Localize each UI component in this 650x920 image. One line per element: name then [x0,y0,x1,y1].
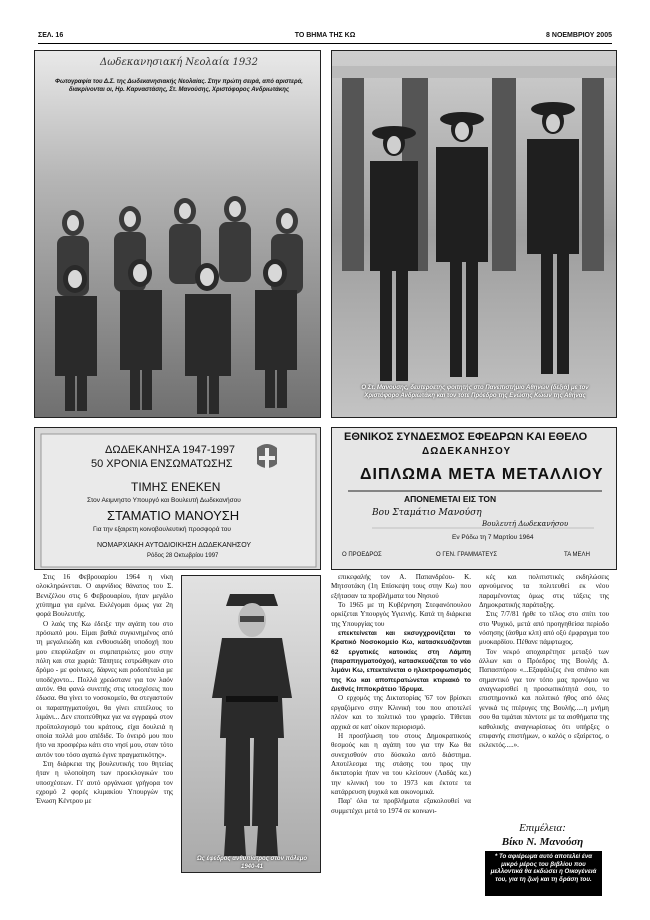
diploma-name: Βου Σταμάτιο Μανούση [372,508,482,518]
issue-date: 8 ΝΟΕΜΒΡΙΟΥ 2005 [546,32,612,39]
col3-paragraph: Το 1965 με τη Κυβέρνηση Στεφανόπουλου ορκίζεται Υπουργός Υγιεινής. Κατά τη διάρκεια της Υπουργίας του [331,601,471,628]
col3-paragraph: Παρ' όλα τα προβλήματα εξακολουθεί να συμμετέχει μετά το 1974 σε κοινωνι- [331,797,471,815]
plaque-line-2: 50 ΧΡΟΝΙΑ ΕΝΣΩΜΑΤΩΣΗΣ [91,458,233,470]
col3-bold-text: επεκτείνεται και εκσυγχρονίζεται το Κρατικό Νοσοκομείο Κω, κατασκευάζονται 62 εργατικές κατοικίες στη Λάμπη (παραπηγματούχοι), κατασκευάζεται το νέο λιμάνι Κω, επεκτείνεται ο ηλεκτροφωτισμός της Κω και αποπερατώνεται κτιριακό το Διεθνές Ιπποκράτειο Ίδρυμα. [331,630,471,694]
soldier-photo-caption: Ως έφεδρος ανθυπίατρος στον πόλεμο 1940-41 [196,856,308,870]
group-photo-caption: Φωτογραφία του Δ.Σ. της Δωδεκανησιακής Νεολαίας. Στην πρώτη σειρά, από αριστερά, διακρίνονται οι, Ηρ. Καρναστάσης, Στ. Μανούσης, Χριστόφορος Ανδριωτάκης [55,79,303,93]
students-photo [331,50,617,418]
newspaper-name: ΤΟ ΒΗΜΑ ΤΗΣ ΚΩ [294,32,356,39]
diploma-role: Βουλευτή Δωδεκανήσου [482,520,569,528]
diploma-members: ΤΑ ΜΕΛΗ [564,552,590,558]
col4-paragraph: κές και πολιτιστικές εκδηλώσεις αρνούμενος τα πολιτευθεί εκ νέου παραμένοντας όμως στις τάξεις της Δημοκρατικής παράταξης. [479,573,609,610]
col4-paragraph: Τον νεκρό αποχαιρέτησε μεταξύ των άλλων και ο Πρόεδρος της Βουλής Δ. Παπασπύρου «...Εξαφάλιζες ένα σπάνιο και σημαντικό για τον τόπο μας προνόμιο να αναγνωρισθεί η προσωπικότητά σου, το επιστημονικό και πολιτικό ήθος από όλες γενικά τις πτέρυγες της Βουλής.....η μνήμη σου θα τιμάται πάντοτε με τα αισθήματα της καθολικής αναγνωρίσεως ότι υπήρξες ο επιφανής επιστήμων, ο καλός ο εξαίρετος, ο εκλεκτός.....». [479,647,609,750]
plaque-line-1: ΔΩΔΕΚΑΝΗΣΑ 1947-1997 [105,444,236,456]
col3-bold-paragraph [331,629,471,694]
diploma-date: Εν Ρόδω τη 7 Μαρτίου 1964 [452,534,534,541]
editor-heading: Επιμέλεια: [519,822,566,834]
medal-diploma [331,427,617,570]
diploma-president: Ο ΠΡΟΕΔΡΟΣ [342,552,382,558]
col4-paragraph: Στις 7/7/81 ήρθε το τέλος στο σπίτι του στο Ψυχικό, μετά από προηγηθείσα περίοδο νόσησης (άσθμα κλπ) από οξύ έμφραγμα του μυοκαρδίου. Πέθανε πάμφτωχος. [479,610,609,647]
diploma-top: ΕΘΝΙΚΟΣ ΣΥΝΔΕΣΜΟΣ ΕΦΕΔΡΩΝ ΚΑΙ ΕΘΕΛΟ [344,431,588,443]
article-column-4 [479,573,609,751]
plaque-line-8: Ρόδος 28 Οκτωβρίου 1997 [147,553,219,559]
page-header [38,30,612,44]
col3-paragraph: επικεφαλής τον Α. Παπανδρέου- Κ. Μητσοτάκη (1η Επίσκεψη τους στην Κω) που εξήτασαν τα προβλήματα του Νησιού [331,573,471,600]
photo-inscription: Δωδεκανησιακή Νεολαία 1932 [100,57,258,68]
col1-paragraph: Ο λαός της Κω έδειξε την αγάπη του στο πρόσωπό μου. Είμαι βαθιά συγκινημένος από τη μεγαλειώδη και ενθουσιώδη υποδοχή που μου επεφύλαξαν οι συμπατριώτες μου στην πόλη και στα χωριά: Τάπητες εστρώθηκαν στο δρόμο - με φοίνικες, δάφνες και ροδοπέταλα με υποδέχοντο... Πολλά χρεώστανε για τον λαόν αυτόν. Θα φανώ συνεπής στις υποσχέσεις που έδωσα. Θα γίνει το νοσοκομείο, θα στεγαστούν οι παραπηγματούχοι, θα γίνει επιτέλους το λιμάνι... Δεν εποιτεύθηκα για να εγγραφώ στον προϋπολογισμό του κράτους, είχα δουλειά η οποία πολλά μου απέδιδε. Το όνειρό μου που ήτο να προσφέρω κάτι στο νησί μου, σταν τότο αυτόν του τόσο αγαπώ έγινε πραγματικότης». [36,619,173,759]
diploma-awarded: ΑΠΟΝΕΜΕΤΑΙ ΕΙΣ ΤΟΝ [404,494,497,504]
col1-paragraph: Στις 16 Φεβρουαρίου 1964 η νίκη ολοκληρώνεται. Ο αιφνίδιος θάνατος του Σ. Βενιζέλου στις 6 Φεβρουαρίου, ήταν μεγάλο χτύπημα για εμένα. Εκλέγομαι όμως για 2η φορά Βουλευτής. [36,573,173,619]
students-photo-caption: Ο Στ. Μανούσης, δευτεροετής φοιτητής στο Πανεπιστήμιο Αθηνών (δεξιά) με τον Χριστόφορο Ανδριωτάκη και τον τότε Πρόεδρο της Ενωσης Κώων της Αθήνας [361,385,589,399]
article-column-1 [36,573,173,807]
plaque-line-5: ΣΤΑΜΑΤΙΟ ΜΑΝΟΥΣΗ [107,508,240,523]
plaque-line-3: ΤΙΜΗΣ ΕΝΕΚΕΝ [131,480,221,494]
article-column-3 [331,573,471,816]
plaque-line-6: Για την εξαιρετη κοινοβουλευτική προσφορά του [93,526,231,533]
students-photo-image [332,51,617,418]
plaque-line-4: Στον Αειμνηστο Υπουργό και Βουλευτή Δωδεκανήσου [87,497,241,504]
page-number: ΣΕΛ. 16 [38,32,64,39]
soldier-photo-image [182,576,321,873]
diploma-title: ΔΙΠΛΩΜΑ ΜΕΤΑ ΜΕΤΑΛΛΙΟΥ [360,466,604,483]
group-photo-image [35,51,321,418]
diploma-sub: ΔΩΔΕΚΑΝΗΣΟΥ [422,446,512,457]
col1-paragraph: Στη διάρκεια της βουλευτικής του θητείας ήταν η υλοποίηση των προεκλογικών του υποσχέσεων. Γι' αυτό οργάνωσε γρήγορα τον εχρομό 2 φορές κλιμακίου Υπουργών της Ένωση Κέντρου με [36,759,173,806]
group-photo-1932 [34,50,321,418]
col3-paragraph: Ο ερχομός της Δικτατορίας '67 τον βρίσκει εργαζόμενο στην Κλινική του που αποτελεί πλέον και το πολιτικό του γραφείο. Τίθεται αρχικά σε κατ' οίκον περιορισμό. [331,694,471,731]
honor-plaque [34,427,321,570]
col3-paragraph: Η προσήλωση του στους Δημοκρατικούς θεσμούς και η αγάπη του για την Κω θα συνεχισθούν στο δύσκολο αυτό διάστημα. Αποτέλεσμα της στάσης του προς την δικτατορία ήταν να του κλείσουν (Λαδάς κα.) την κλινική του το 1973 και έκτοτε τα κατάρρευση ψυχικά και οικονομικά. [331,731,471,796]
book-note: * Το αφιέρωμα αυτό αποτελεί ένα μικρό μέρος του βιβλίου που μελλοντικά θα εκδώσει η Οικογένειά του, για τη ζωή και τη δράση του. [485,851,602,896]
soldier-photo [181,575,321,873]
plaque-line-7: ΝΟΜΑΡΧΙΑΚΗ ΑΥΤΟΔΙΟΙΚΗΣΗ ΔΩΔΕΚΑΝΗΣΟΥ [97,542,252,549]
editor-name: Βίκυ Ν. Μανούση [501,836,584,848]
diploma-secretary: Ο ΓΕΝ. ΓΡΑΜΜΑΤΕΥΣ [436,552,498,558]
